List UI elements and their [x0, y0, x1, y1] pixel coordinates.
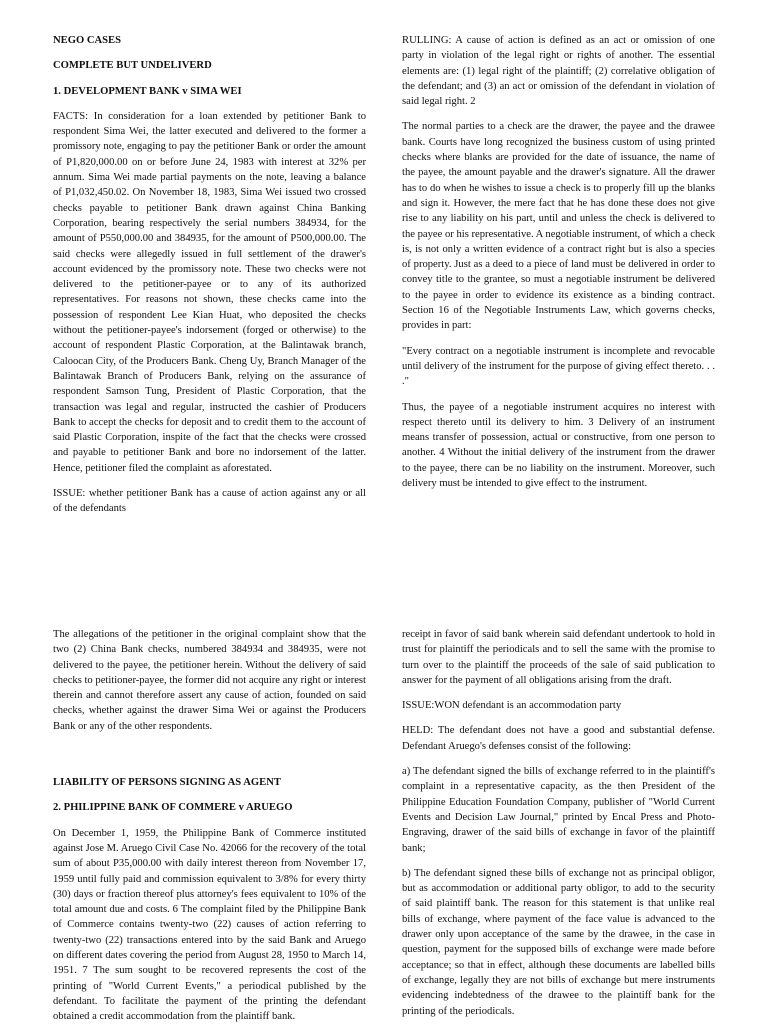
issue-paragraph: ISSUE:WON defendant is an accommodation party — [402, 700, 622, 712]
case-heading: 1. DEVELOPMENT BANK v SIMA WEI — [53, 85, 242, 97]
quote-paragraph: "Every contract on a negotiable instrument is incomplete and revocable until delivery of the instrument for the purpose of giving effect thereto. . . ." — [402, 345, 715, 388]
page1-right-column — [402, 33, 715, 501]
facts-paragraph: On December 1, 1959, the Philippine Bank of Commerce instituted against Jose M. Aruego Civil Case No. 42066 for the recovery of the total sum of about P35,000.00 with daily interest thereon from November 17, 1959 until fully paid and commission equivalent to 3/8% for every thirty (30) days or fraction thereof plus attorney's fees equivalent to 10% of the total amount due and costs. 6 The complaint filed by the Philippine Bank of Commerce contains twenty-two (22) causes of action referring to twenty-two (22) transactions entered into by the said Bank and Aruego on different dates covering the period from August 28, 1950 to March 14, 1951. 7 The sum sought to be recovered represents the cost of the printing of "World Current Events," a periodical published by the defendant. To facilitate the payment of the printing the defendant obtained a credit accommodation from the plaintiff bank. — [53, 827, 366, 1023]
page2-left-column — [53, 627, 366, 1024]
defense-point-b: b) The defendant signed these bills of exchange not as principal obligor, but as accommodation or additional party obligor, to add to the security of said plaintiff bank. The reason for this statement is that unlike real bills of exchange, where payment of the face value is advanced to the drawer only upon acceptance of the same by the drawee, in the case in question, payment for the supposed bills of exchange were made before acceptance; so that in effect, although these documents are labelled bills of exchange, legally they are not bills of exchange but mere instruments evidencing indebtedness of the drawee to the plaintiff bank for the printing of the periodicals. — [402, 867, 715, 1017]
case-heading: 2. PHILIPPINE BANK OF COMMERE v ARUEGO — [53, 802, 293, 814]
page1-left-column — [53, 33, 366, 527]
section-heading: LIABILITY OF PERSONS SIGNING AS AGENT — [53, 777, 281, 789]
issue-paragraph: ISSUE: whether petitioner Bank has a cause of action against any or all of the defendants — [53, 488, 366, 515]
document-title: NEGO CASES — [53, 35, 121, 46]
section-heading: COMPLETE BUT UNDELIVERD — [53, 60, 212, 72]
page2-right-column — [402, 627, 715, 1024]
body-paragraph: The normal parties to a check are the drawer, the payee and the drawee bank. Courts have long recognized the business custom of using printed checks where blanks are provided for the date of issuance, the name of the payee, the amount payable and the drawer's signature. All the drawer has to do when he wishes to issue a check is to properly fill up the blanks and sign it. However, the mere fact that he has done these does not give rise to any liability on his part, until and unless the check is delivered to the payee or his representative. A negotiable instrument, of which a check is, is not only a written evidence of a contract right but is also a species of property. Just as a deed to a piece of land must be delivered in order to convey title to the grantee, so must a negotiable instrument be delivered to the payee in order to evidence its existence as a binding contract. Section 16 of the Negotiable Instruments Law, which governs checks, provides in part: — [402, 121, 715, 332]
facts-paragraph: FACTS: In consideration for a loan extended by petitioner Bank to respondent Sima Wei, the latter executed and delivered to the former a promissory note, engaging to pay the petitioner Bank or order the amount of P1,820,000.00 on or before June 24, 1983 with interest at 32% per annum. Sima Wei made partial payments on the note, leaving a balance of P1,032,450.02. On November 18, 1983, Sima Wei issued two crossed checks payable to petitioner Bank drawn against China Banking Corporation, bearing respectively the serial numbers 384934, for the amount of P550,000.00 and 384935, for the amount of P500,000.00. The said checks were allegedly issued in full settlement of the drawer's account evidenced by the promissory note. These two checks were not delivered to the petitioner-payee or to any of its authorized representatives. For reasons not shown, these checks came into the possession of respondent Lee Kian Huat, who deposited the checks without the petitioner-payee's indorsement (forged or otherwise) to the account of respondent Plastic Corporation, at the Balintawak branch, Caloocan City, of the Producers Bank. Cheng Uy, Branch Manager of the Balintawak Branch of Producers Bank, relying on the assurance of respondent Samson Tung, President of Plastic Corporation, that the transaction was legal and regular, instructed the cashier of Producers Bank to accept the checks for deposit and to credit them to the account of said Plastic Corporation, inspite of the fact that the checks were crossed and payable to petitioner Bank and bore no indorsement of the latter. Hence, petitioner filed the complaint as aforestated. — [53, 110, 366, 474]
held-paragraph: HELD: The defendant does not have a good and substantial defense. Defendant Aruego's defenses consist of the following: — [402, 725, 715, 752]
body-paragraph: Thus, the payee of a negotiable instrument acquires no interest with respect thereto until its delivery to him. 3 Delivery of an instrument means transfer of possession, actual or constructive, from one person to another. 4 Without the initial delivery of the instrument from the drawer to the payee, there can be no liability on the instrument. Moreover, such delivery must be intended to give effect to the instrument. — [402, 401, 715, 490]
allegations-paragraph: The allegations of the petitioner in the original complaint show that the two (2) China Bank checks, numbered 384934 and 384935, were not delivered to the payee, the petitioner herein. Without the delivery of said checks to petitioner-payee, the former did not acquire any right or interest therein and cannot therefore assert any cause of action, founded on said checks, whether against the drawer Sima Wei or against the Producers Bank or any of the other respondents. — [53, 629, 366, 732]
ruling-paragraph: RULLING: A cause of action is defined as an act or omission of one party in violation of the legal right or rights of another. The essential elements are: (1) legal right of the plaintiff; (2) correlative obligation of the defendant; and (3) an act or omission of the defendant in violation of said legal right. 2 — [402, 35, 715, 108]
page-2 — [0, 612, 768, 1024]
receipt-paragraph: receipt in favor of said bank wherein said defendant undertook to hold in trust for plaintiff the periodicals and to sell the same with the promise to turn over to the plaintiff the proceeds of the sale of said publication to answer for the payment of all obligations arising from the draft. — [402, 629, 715, 686]
spacer — [53, 744, 366, 775]
defense-point-a: a) The defendant signed the bills of exchange referred to in the plaintiff's complaint in a representative capacity, as the then President of the Philippine Education Foundation Company, publisher of "World Current Events and Decision Law Journal," printed by Encal Press and Photo-Engraving, drawer of the said bills of exchange in favor of the plaintiff bank; — [402, 766, 715, 854]
